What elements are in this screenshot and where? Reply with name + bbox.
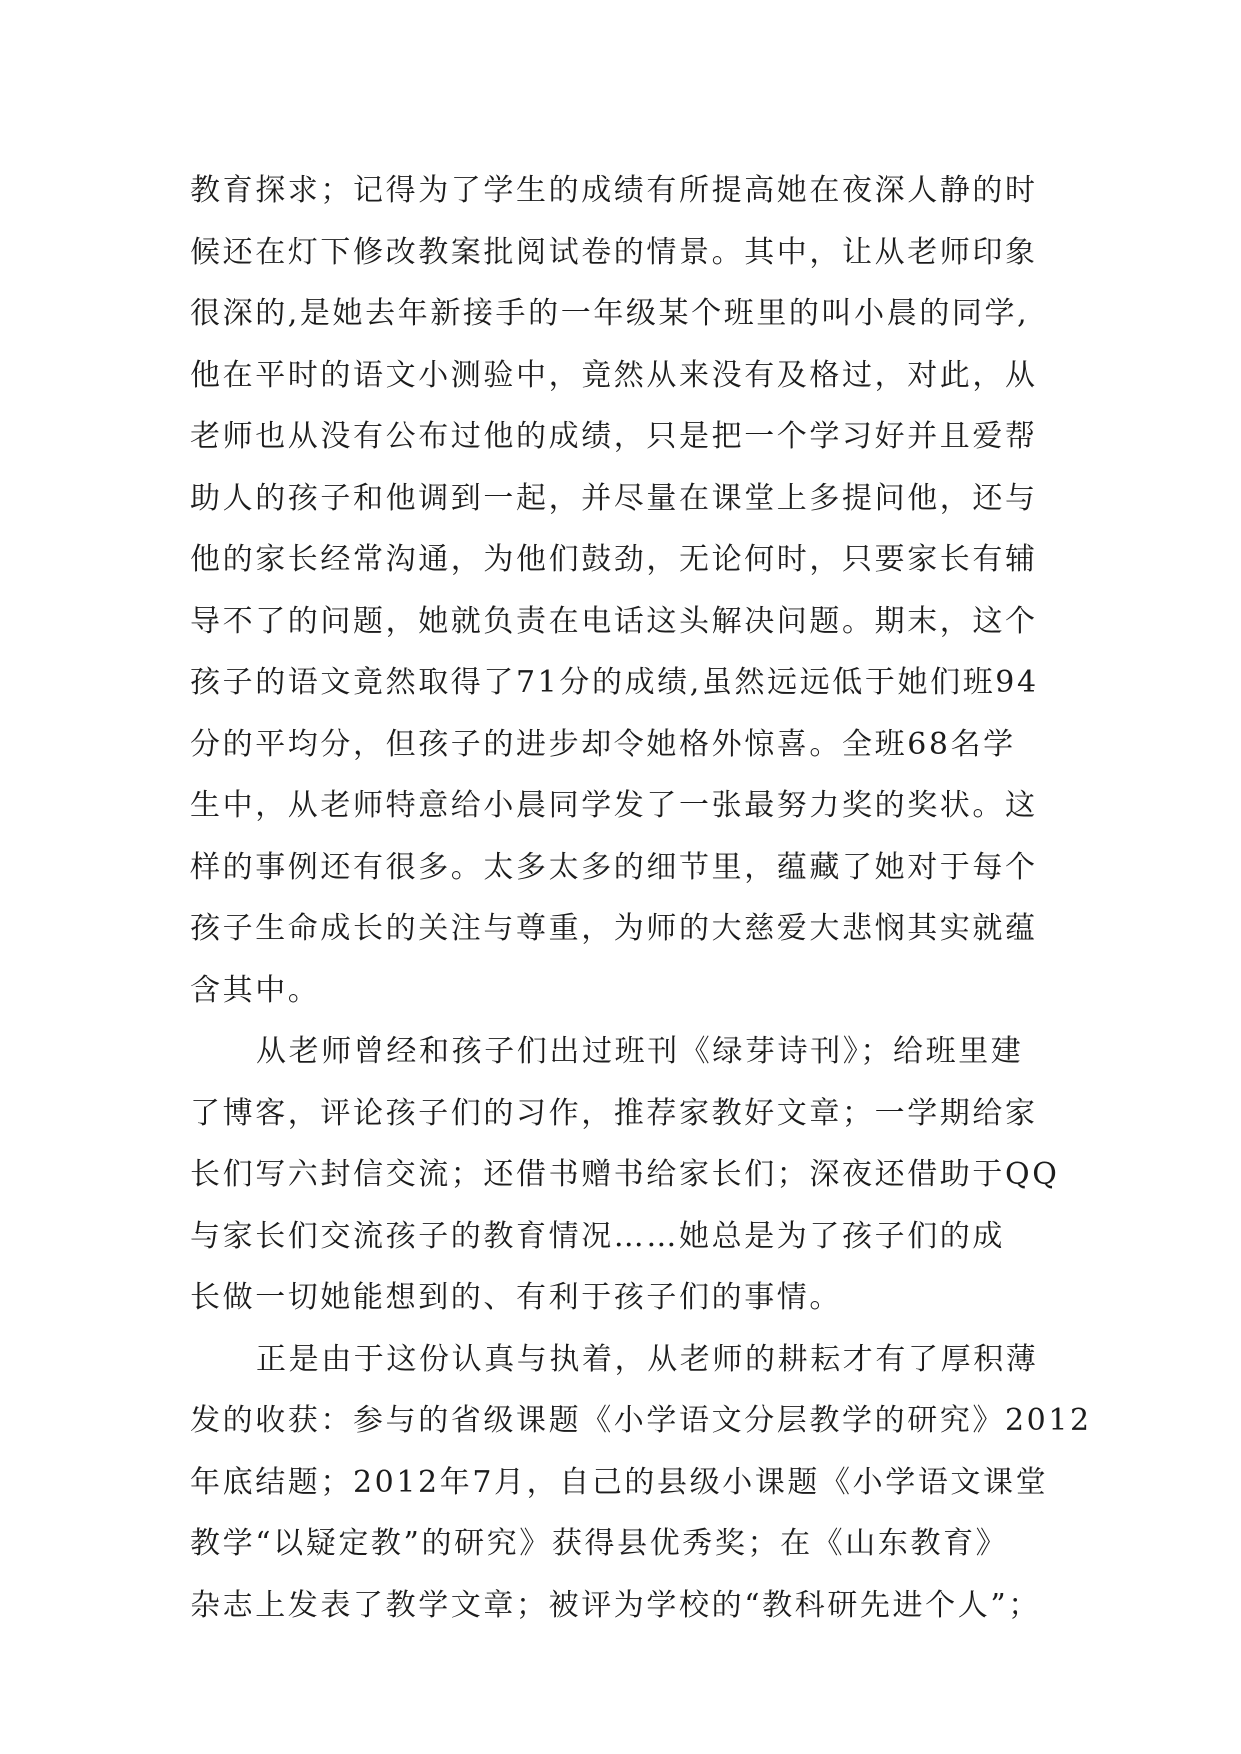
paragraph-first-line: 从老师曾经和孩子们出过班刊《绿芽诗刊》；给班里建 bbox=[256, 1034, 1024, 1069]
text-line: 杂志上发表了教学文章；被评为学校的“教科研先进个人”； bbox=[190, 1587, 1041, 1623]
text-line: 样的事例还有很多。太多太多的细节里，蕴藏了她对于每个 bbox=[190, 849, 1038, 885]
body-text bbox=[190, 160, 1092, 1636]
text-line: 生中，从老师特意给小晨同学发了一张最努力奖的奖状。这 bbox=[190, 788, 1038, 823]
text-line: 含其中。 bbox=[190, 972, 321, 1008]
text-line: 候还在灯下修改教案批阅试卷的情景。其中，让从老师印象 bbox=[190, 234, 1038, 270]
text-line: 他在平时的语文小测验中，竟然从来没有及格过，对此，从 bbox=[190, 357, 1038, 393]
paragraph-first-line: 正是由于这份认真与执着，从老师的耕耘才有了厚积薄 bbox=[256, 1341, 1039, 1377]
text-line: 与家长们交流孩子的教育情况……她总是为了孩子们的成 bbox=[190, 1218, 1005, 1254]
text-line: 孩子的语文竟然取得了71分的成绩,虽然远远低于她们班94 bbox=[190, 665, 1039, 700]
text-line: 了博客，评论孩子们的习作，推荐家教好文章；一学期给家 bbox=[190, 1095, 1038, 1131]
text-line: 孩子生命成长的关注与尊重，为师的大慈爱大悲悯其实就蕴 bbox=[190, 911, 1038, 946]
text-line: 老师也从没有公布过他的成绩，只是把一个学习好并且爱帮 bbox=[190, 419, 1038, 454]
text-line: 长们写六封信交流；还借书赠书给家长们；深夜还借助于QQ bbox=[190, 1157, 1060, 1192]
text-line: 发的收获：参与的省级课题《小学语文分层教学的研究》2012 bbox=[190, 1403, 1092, 1438]
text-line: 教育探求；记得为了学生的成绩有所提高她在夜深人静的时 bbox=[190, 173, 1038, 208]
text-line: 很深的,是她去年新接手的一年级某个班里的叫小晨的同学, bbox=[190, 296, 1030, 331]
text-line: 年底结题；2012年7月，自己的县级小课题《小学语文课堂 bbox=[190, 1464, 1049, 1500]
text-line: 助人的孩子和他调到一起，并尽量在课堂上多提问他，还与 bbox=[190, 480, 1038, 516]
text-line: 导不了的问题，她就负责在电话这头解决问题。期末，这个 bbox=[190, 603, 1038, 639]
text-line: 教学“以疑定教”的研究》获得县优秀奖；在《山东教育》 bbox=[190, 1526, 1009, 1561]
text-line: 长做一切她能想到的、有利于孩子们的事情。 bbox=[190, 1280, 842, 1315]
text-line: 他的家长经常沟通，为他们鼓劲，无论何时，只要家长有辅 bbox=[190, 542, 1038, 577]
text-line: 分的平均分，但孩子的进步却令她格外惊喜。全班68名学 bbox=[190, 726, 1016, 762]
